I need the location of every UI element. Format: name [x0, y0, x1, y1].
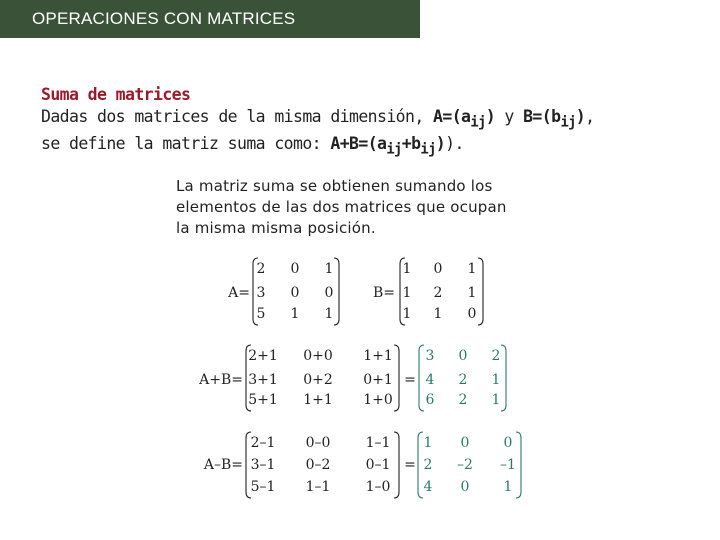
matrix-b-label: B=: [372, 285, 395, 301]
difference-result-cell: 1: [423, 435, 433, 451]
slide-title: OPERACIONES CON MATRICES: [32, 9, 296, 28]
definition-text: Dadas dos matrices de la misma dimensión,: [41, 107, 434, 126]
sum-expression-cell: 2+1: [248, 348, 278, 364]
matrix-b-cell: 1: [433, 306, 443, 322]
difference-expression-cell: 2–1: [250, 435, 276, 451]
sum-expression-cell: 1+1: [303, 392, 333, 408]
difference-expression-cell: 0–2: [305, 457, 331, 473]
conjunction: y: [495, 107, 524, 126]
sum-expression-cell: 0+1: [363, 372, 393, 388]
difference-result-cell: 0: [460, 479, 470, 495]
definition-line-1: Dadas dos matrices de la misma dimensión, $A=(a_{ij})$ y $B=(b_{ij})$,: [41, 107, 595, 131]
difference-expression-cell: 3–1: [250, 457, 276, 473]
difference-result-left-paren: [418, 432, 423, 498]
matrix-a-cell: 0: [324, 285, 334, 301]
sum-expression-cell: 5+1: [248, 392, 278, 408]
matrix-a-cell: 3: [256, 285, 266, 301]
sum-expression-cell: 3+1: [248, 372, 278, 388]
difference-label: A–B=: [203, 457, 243, 473]
difference-expression-right-paren: [394, 432, 399, 498]
matrix-a-cell: 0: [290, 285, 300, 301]
matrix-b-cell: 1: [467, 261, 477, 277]
matrix-b-right-paren: [478, 258, 483, 325]
sum-result-cell: 1: [491, 392, 501, 408]
sum-result-cell: 1: [491, 372, 501, 388]
difference-result-cell: –1: [500, 457, 516, 473]
matrix-b-def: $B=(b_{ij})$: [523, 107, 586, 131]
sum-result-left-paren: [419, 345, 424, 411]
difference-expression-cell: 0–1: [365, 457, 391, 473]
sum-expression-cell: 1+0: [363, 392, 393, 408]
explanation-line-3: la misma misma posición.: [176, 219, 376, 237]
sum-result-cell: 3: [425, 348, 435, 364]
sum-result-cell: 0: [458, 348, 468, 364]
matrix-b-cell: 0: [467, 306, 477, 322]
sum-result-right-paren: [501, 345, 506, 411]
sum-label: A+B=: [199, 372, 243, 388]
difference-expression-cell: 1–0: [365, 479, 391, 495]
sum-result-cell: 4: [425, 372, 435, 388]
definition-line-2: se define la matriz suma como: $A+B=(a_{ij}+b_{ij})$).: [41, 134, 464, 158]
matrix-a-cell: 5: [256, 306, 266, 322]
sum-result-cell: 2: [458, 392, 468, 408]
matrix-a-cell: 1: [290, 306, 300, 322]
definition-text: se define la matriz suma como:: [41, 134, 331, 154]
matrix-a-cell: 1: [324, 261, 334, 277]
matrix-a-label: A=: [228, 285, 250, 301]
matrix-b-cell: 1: [402, 306, 412, 322]
difference-result-cell: 4: [423, 479, 433, 495]
sum-expression-cell: 0+2: [303, 372, 333, 388]
matrix-b-cell: 1: [402, 285, 412, 301]
section-heading: Suma de matrices: [41, 85, 191, 104]
matrix-a-cell: 1: [324, 306, 334, 322]
difference-equals: =: [404, 457, 416, 473]
matrix-b-cell: 0: [433, 261, 443, 277]
explanation-line-1: La matriz suma se obtienen sumando los: [176, 177, 493, 195]
explanation-line-2: elementos de las dos matrices que ocupan: [176, 198, 507, 216]
difference-expression-cell: 5–1: [250, 479, 276, 495]
difference-result-cell: –2: [457, 457, 473, 473]
difference-result-cell: 2: [423, 457, 433, 473]
sum-result-cell: 6: [425, 392, 435, 408]
difference-result-cell: 0: [503, 435, 513, 451]
sum-equals: =: [404, 372, 416, 388]
matrix-a-right-paren: [334, 258, 339, 325]
difference-expression-cell: 1–1: [305, 479, 331, 495]
difference-result-cell: 0: [460, 435, 470, 451]
sum-expression-cell: 1+1: [363, 348, 393, 364]
sum-expression-cell: 0+0: [303, 348, 333, 364]
matrix-a-cell: 0: [290, 261, 300, 277]
difference-result-cell: 1: [503, 479, 513, 495]
difference-result-right-paren: [516, 432, 521, 498]
sum-def: $A+B=(a_{ij}+b_{ij})$: [330, 134, 446, 158]
matrix-b-cell: 2: [433, 285, 443, 301]
sum-result-cell: 2: [491, 348, 501, 364]
matrix-a-def: $A=(a_{ij})$: [433, 107, 496, 131]
difference-expression-cell: 1–1: [365, 435, 391, 451]
matrix-b-cell: 1: [402, 261, 412, 277]
difference-expression-cell: 0–0: [305, 435, 331, 451]
sum-expression-right-paren: [394, 345, 399, 411]
sum-result-cell: 2: [458, 372, 468, 388]
matrix-a-cell: 2: [256, 261, 266, 277]
matrix-b-cell: 1: [467, 285, 477, 301]
